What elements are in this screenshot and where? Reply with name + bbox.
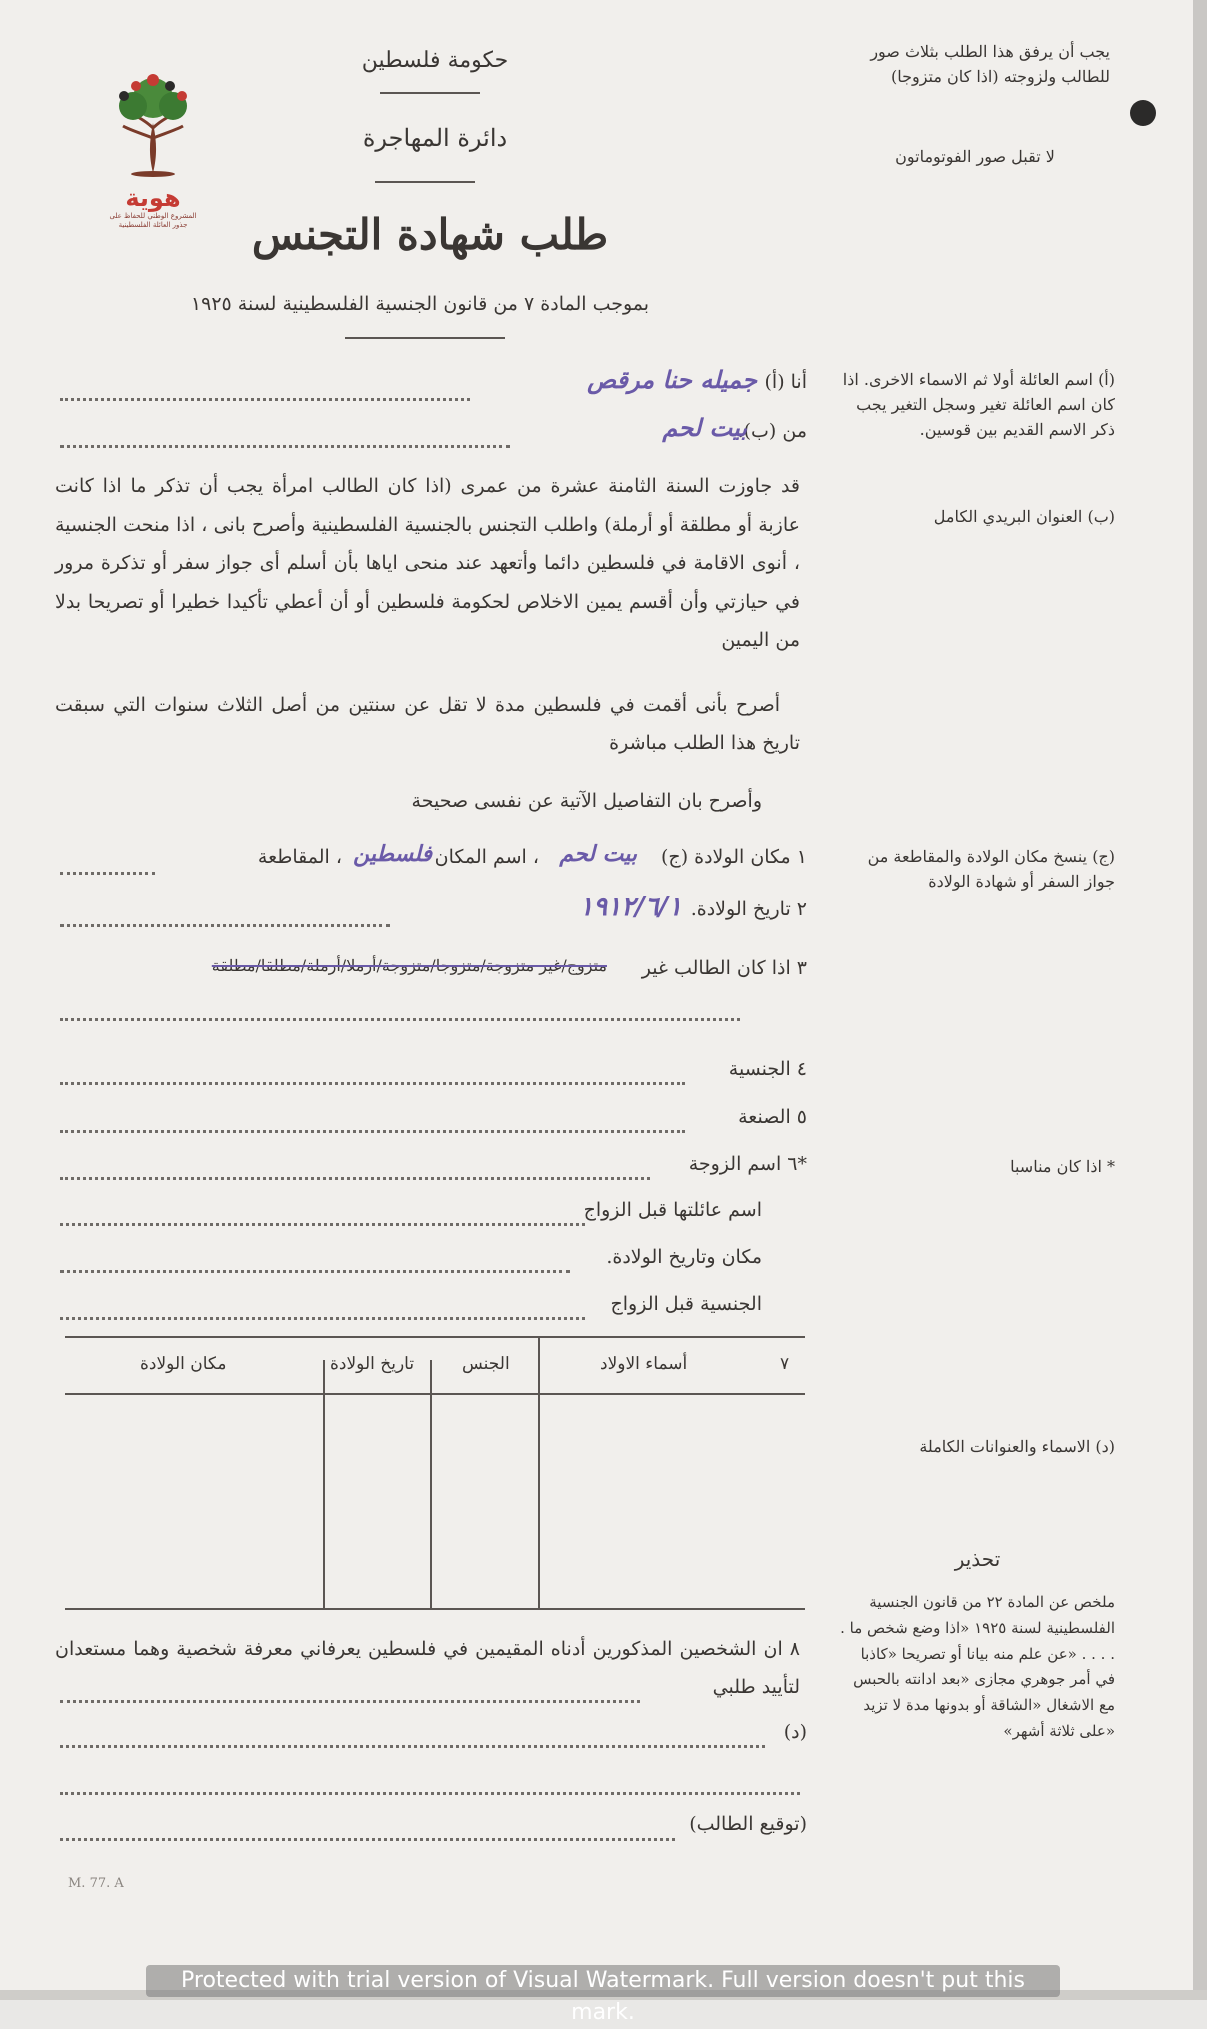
item-4-label: ٤ الجنسية bbox=[728, 1058, 807, 1080]
table-header-sex: الجنس bbox=[462, 1354, 510, 1374]
item-6c-label: الجنسية قبل الزواج bbox=[610, 1293, 762, 1315]
fill-line bbox=[60, 398, 470, 401]
note-star: * اذا كان مناسبا bbox=[1010, 1157, 1115, 1176]
page-edge bbox=[1193, 0, 1207, 2000]
logo bbox=[108, 68, 198, 238]
fill-line bbox=[60, 1700, 640, 1703]
table-header-rule bbox=[65, 1393, 805, 1395]
line-b-label: من (ب). bbox=[737, 420, 807, 442]
divider bbox=[375, 181, 475, 183]
birth-date-value: ١٩١٢/٦/١ bbox=[579, 892, 682, 922]
form-code: M. 77. A bbox=[68, 1876, 124, 1891]
logo-name: هوية bbox=[125, 184, 181, 212]
marital-status-options: متزوج/غير متزوجة/متزوجا/متزوجة/أرملا/أرملة/مطلقا/مطلقة bbox=[211, 956, 607, 975]
punch-hole bbox=[1130, 100, 1156, 126]
fill-line bbox=[60, 1317, 585, 1320]
fill-line bbox=[60, 1223, 585, 1226]
signature-line bbox=[60, 1838, 675, 1841]
signature-label: (توقيع الطالب) bbox=[689, 1813, 807, 1835]
fill-line bbox=[60, 1270, 570, 1273]
government-title: حكومة فلسطين bbox=[361, 48, 509, 73]
item-1-place-label: ، اسم المكان bbox=[434, 846, 539, 868]
applicant-address: بيت لحم bbox=[662, 414, 747, 442]
department-title: دائرة المهاجرة bbox=[362, 124, 508, 152]
item-d-label: (د) bbox=[783, 1721, 807, 1743]
photo-note: يجب أن يرفق هذا الطلب بثلاث صور للطالب ولزوجته (اذا كان متزوجا) bbox=[870, 42, 1110, 86]
table-header-birthplace: مكان الولادة bbox=[140, 1354, 227, 1374]
table-col-divider bbox=[430, 1360, 432, 1608]
logo-caption-2: جذور العائلة الفلسطينية bbox=[118, 221, 188, 230]
fill-line bbox=[60, 1745, 765, 1748]
item-1-district-label: ، المقاطعة bbox=[257, 846, 342, 868]
item-1-label: ١ مكان الولادة (ج) bbox=[661, 846, 807, 868]
divider bbox=[345, 337, 505, 339]
table-bottom-rule bbox=[65, 1608, 805, 1610]
fill-line bbox=[60, 1018, 740, 1021]
logo-caption: المشروع الوطني للحفاظ على bbox=[109, 212, 197, 220]
table-header-birthdate: تاريخ الولادة bbox=[330, 1354, 415, 1374]
photo-note-2: لا تقبل صور الفوتوماتون bbox=[895, 147, 1055, 166]
fill-line bbox=[60, 1792, 800, 1795]
table-header-children: أسماء الاولاد bbox=[600, 1354, 688, 1374]
item-5-label: ٥ الصنعة bbox=[738, 1106, 807, 1128]
note-d: (د) الاسماء والعنوانات الكاملة bbox=[919, 1437, 1115, 1456]
note-a: (أ) اسم العائلة أولا ثم الاسماء الاخرى. اذا كان اسم العائلة تغير وسجل التغير يجب ذكر الاسم القديم بين قوسين. bbox=[842, 370, 1115, 439]
declaration-paragraph: قد جاوزت السنة الثامنة عشرة من عمرى (اذا كان الطالب امرأة يجب أن تذكر ما اذا كانت عازبة أو مطلقة أو أرملة) واطلب التجنس بالجنسية الفلسطينية وأصرح بانى ، اذا منحت الجنسية ، أنوى الاقامة في فلسطين دائما وأتعهد عند منحى اياها بأن أسلم أى جواز سفر أو تذكرة مرور في حيازتي وأن أقسم يمين الاخلاص لحكومة فلسطين أو أن أعطي تأكيدا خطيرا أو تصريحا بدلا من اليمين bbox=[55, 475, 800, 652]
divider bbox=[380, 92, 480, 94]
note-b: (ب) العنوان البريدي الكامل bbox=[933, 507, 1115, 526]
item-6a-label: اسم عائلتها قبل الزواج bbox=[583, 1199, 762, 1221]
applicant-name: جميله حنا مرقص bbox=[587, 366, 757, 394]
watermark-banner: Protected with trial version of Visual Watermark. Full version doesn't put this mark. bbox=[146, 1965, 1060, 1997]
line-a-label: أنا (أ) bbox=[764, 371, 807, 393]
table-col-divider bbox=[323, 1360, 325, 1608]
warning-text: ملخص عن المادة ٢٢ من قانون الجنسية الفلسطينية لسنة ١٩٢٥ «اذا وضع شخص ما . . . . . «عن علم منه بيانا أو تصريحا «كاذبا في أمر جوهري مجازى «بعد ادانته بالحبس مع الاشغال «الشاقة أو بدونها مدة لا تزيد «على ثلاثة أشهر» bbox=[840, 1593, 1115, 1740]
fill-line bbox=[60, 872, 155, 875]
residence-paragraph: أصرح بأنى أقمت في فلسطين مدة لا تقل عن سنتين من أصل الثلاث سنوات التي سبقت تاريخ هذا الطلب مباشرة bbox=[55, 694, 800, 754]
item-2-label: ٢ تاريخ الولادة. bbox=[690, 898, 807, 920]
item-8-text: ٨ ان الشخصين المذكورين أدناه المقيمين في فلسطين يعرفاني معرفة شخصية وهما مستعدان لتأييد طلبي bbox=[55, 1638, 800, 1698]
fill-line bbox=[60, 445, 510, 448]
table-number: ٧ bbox=[780, 1354, 790, 1374]
item-6-label: *٦ اسم الزوجة bbox=[688, 1153, 807, 1175]
note-c: (ج) ينسخ مكان الولادة والمقاطعة من جواز السفر أو شهادة الولادة bbox=[867, 847, 1115, 891]
fill-line bbox=[60, 924, 390, 927]
tree-logo-icon bbox=[108, 68, 198, 178]
birth-place-value: بيت لحم bbox=[559, 842, 637, 867]
item-6b-label: مكان وتاريخ الولادة. bbox=[606, 1246, 762, 1268]
form-subtitle: بموجب المادة ٧ من قانون الجنسية الفلسطينية لسنة ١٩٢٥ bbox=[190, 293, 650, 315]
table-top-rule bbox=[65, 1336, 805, 1338]
birth-place-country: فلسطين bbox=[353, 842, 432, 867]
form-title: طلب شهادة التجنس bbox=[251, 210, 609, 259]
fill-line bbox=[60, 1130, 685, 1133]
table-col-divider bbox=[538, 1338, 540, 1608]
fill-line bbox=[60, 1177, 650, 1180]
fill-line bbox=[60, 1082, 685, 1085]
warning-title: تحذير bbox=[954, 1547, 1001, 1571]
details-intro: وأصرح بان التفاصيل الآتية عن نفسى صحيحة bbox=[411, 790, 762, 812]
item-3-label: ٣ اذا كان الطالب غير bbox=[641, 957, 807, 979]
